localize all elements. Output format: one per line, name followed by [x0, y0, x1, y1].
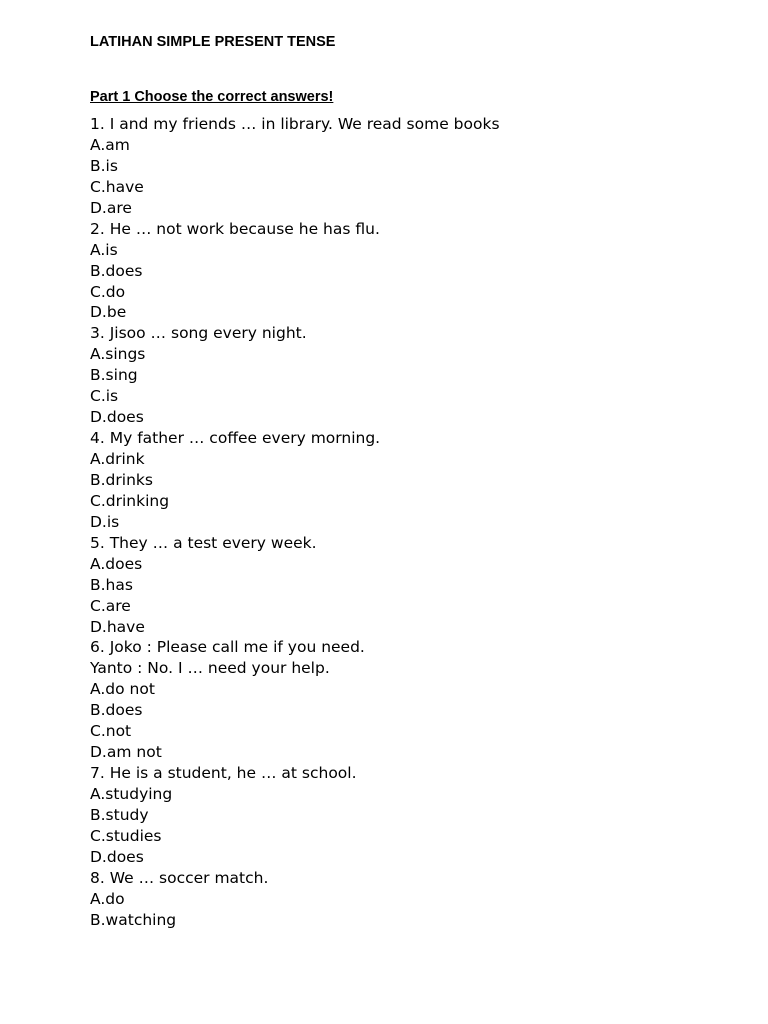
- answer-option: C.is: [90, 387, 119, 406]
- question-line: 5. They … a test every week.: [90, 533, 317, 552]
- answer-option: A.sings: [90, 345, 146, 364]
- question-list: [90, 114, 500, 931]
- answer-option: D.be: [90, 303, 127, 322]
- answer-option: B.has: [90, 575, 133, 594]
- answer-option: C.studies: [90, 826, 162, 845]
- answer-option: D.am not: [90, 743, 162, 762]
- answer-option: D.does: [90, 847, 144, 866]
- document-title: LATIHAN SIMPLE PRESENT TENSE: [90, 34, 336, 50]
- question-line: 4. My father … coffee every morning.: [90, 429, 381, 448]
- question-line: 1. I and my friends … in library. We read some books: [90, 115, 500, 133]
- answer-option: C.do: [90, 282, 126, 301]
- answer-option: C.have: [90, 177, 144, 196]
- answer-option: B.drinks: [90, 470, 153, 489]
- question-line: 7. He is a student, he … at school.: [90, 764, 357, 783]
- answer-option: A.is: [90, 240, 118, 259]
- answer-option: A.does: [90, 554, 143, 573]
- question-line: 8. We … soccer match.: [90, 868, 269, 887]
- answer-option: B.does: [90, 701, 143, 720]
- answer-option: C.not: [90, 722, 132, 741]
- answer-option: B.study: [90, 805, 149, 824]
- answer-option: A.studying: [90, 785, 173, 803]
- answer-option: D.have: [90, 617, 145, 636]
- question-line: Yanto : No. I … need your help.: [90, 659, 330, 678]
- answer-option: A.am: [90, 135, 130, 154]
- answer-option: B.watching: [90, 910, 177, 929]
- answer-option: B.does: [90, 261, 143, 280]
- answer-option: A.do: [90, 889, 125, 908]
- answer-option: D.are: [90, 198, 132, 217]
- answer-option: D.does: [90, 408, 144, 427]
- answer-option: B.sing: [90, 366, 138, 385]
- question-line: 3. Jisoo … song every night.: [90, 324, 307, 343]
- answer-option: B.is: [90, 156, 118, 175]
- answer-option: A.drink: [90, 450, 145, 468]
- question-line: 2. He … not work because he has flu.: [90, 219, 380, 238]
- answer-option: A.do not: [90, 680, 155, 699]
- answer-option: D.is: [90, 512, 120, 531]
- part-heading: Part 1 Choose the correct answers!: [90, 89, 334, 105]
- question-line: 6. Joko : Please call me if you need.: [90, 638, 365, 657]
- answer-option: C.drinking: [90, 491, 170, 510]
- answer-option: C.are: [90, 596, 131, 615]
